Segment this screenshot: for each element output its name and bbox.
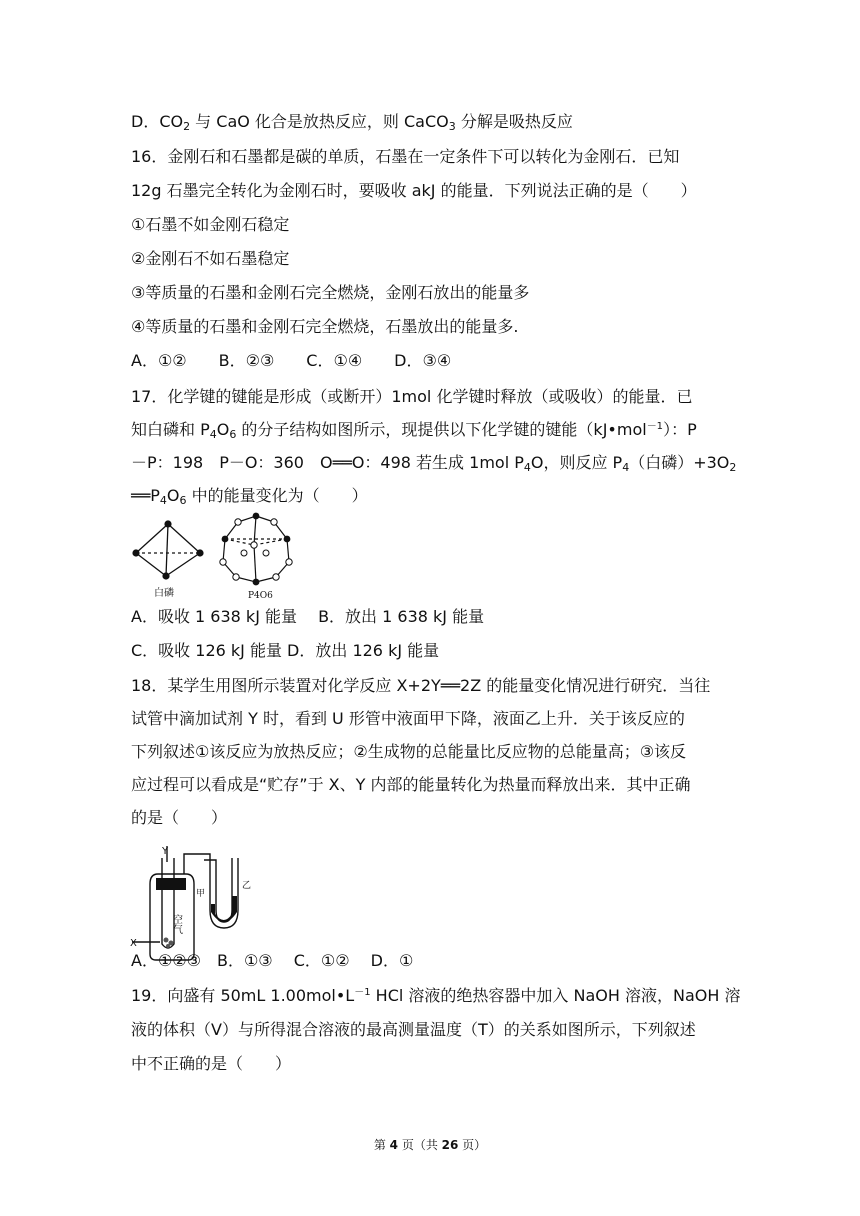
label-y: Y [162, 846, 169, 857]
q16-statement-2: ②金刚石不如石墨稳定 [131, 249, 290, 268]
label-air: 空气 [170, 914, 182, 934]
label-x: X [130, 938, 137, 949]
q16-statement-1: ①石墨不如金刚石稳定 [131, 215, 290, 234]
q17-stem-line3: －P：198 P－O：360 O══O：498 若生成 1mol $P_4O$，则反应 $P_4$（白磷）$+3O_2$ [131, 453, 737, 474]
page-footer: 第 4 页（共 26 页） [373, 1138, 487, 1152]
q15-option-d: D．$CO_2$ 与 CaO 化合是放热反应，则 CaCO$_3$ 分解是吸热反应 [131, 112, 573, 133]
p4o6-label: P4O6 [248, 591, 273, 601]
white-phosphorus-structure [136, 524, 200, 576]
apparatus-figure [128, 844, 258, 964]
q16-stem-line2: 12g 石墨完全转化为金刚石时，要吸收 akJ 的能量．下列说法正确的是（ ） [131, 181, 697, 200]
q16-statement-4: ④等质量的石墨和金刚石完全燃烧，石墨放出的能量多. [131, 317, 519, 336]
page-number: 4 [389, 1138, 398, 1152]
q16-stem-line1: 16．金刚石和石墨都是碳的单质，石墨在一定条件下可以转化为金刚石．已知 [131, 147, 680, 166]
q18-stem-line3: 下列叙述①该反应为放热反应；②生成物的总能量比反应物的总能量高；③该反 [131, 742, 687, 761]
q16-options: A．①② B．②③ C．①④ D．③④ [131, 351, 452, 370]
q18-stem-line5: 的是（ ） [131, 808, 228, 827]
q18-stem-line4: 应过程可以看成是“贮存”于 X、Y 内部的能量转化为热量而释放出来．其中正确 [131, 775, 691, 794]
q17-options-cd: C．吸收 126 kJ 能量 D．放出 126 kJ 能量 [131, 641, 440, 660]
q17-options-ab: A．吸收 1 638 kJ 能量 B．放出 1 638 kJ 能量 [131, 607, 485, 626]
q17-stem-line2: 知白磷和 $P_4O_6$ 的分子结构如图所示，现提供以下化学键的键能（kJ•mol$^{-1}$）：P [131, 420, 697, 441]
q17-stem-line1: 17．化学键的键能是形成（或断开）1mol 化学键时释放（或吸收）的能量．已 [131, 387, 693, 406]
q16-statement-3: ③等质量的石墨和金刚石完全燃烧，金刚石放出的能量多 [131, 283, 530, 302]
label-yi: 乙 [242, 881, 252, 891]
label-jia: 甲 [196, 889, 206, 899]
q17-stem-line4: $══P_4O_6$ 中的能量变化为（ ） [131, 486, 368, 507]
q19-stem-line3: 中不正确的是（ ） [131, 1054, 292, 1073]
q18-stem-line2: 试管中滴加试剂 Y 时，看到 U 形管中液面甲下降，液面乙上升．关于该反应的 [131, 709, 685, 728]
q18-options: A．①②③ B．①③ C．①② D．① [131, 951, 414, 970]
p4o6-structure [223, 516, 289, 582]
q19-stem-line2: 液的体积（V）与所得混合溶液的最高测量温度（T）的关系如图所示，下列叙述 [131, 1020, 696, 1039]
molecule-figure [128, 510, 298, 602]
white-phosphorus-label: 白磷 [154, 588, 174, 599]
q19-stem-line1: 19．向盛有 50mL $1.00mol•L^{-1}$ HCl 溶液的绝热容器中加入 NaOH 溶液，NaOH 溶 [131, 986, 741, 1005]
page-total: 26 [441, 1138, 459, 1152]
q18-stem-line1: 18．某学生用图所示装置对化学反应 X+2Y══2Z 的能量变化情况进行研究．当往 [131, 676, 711, 695]
